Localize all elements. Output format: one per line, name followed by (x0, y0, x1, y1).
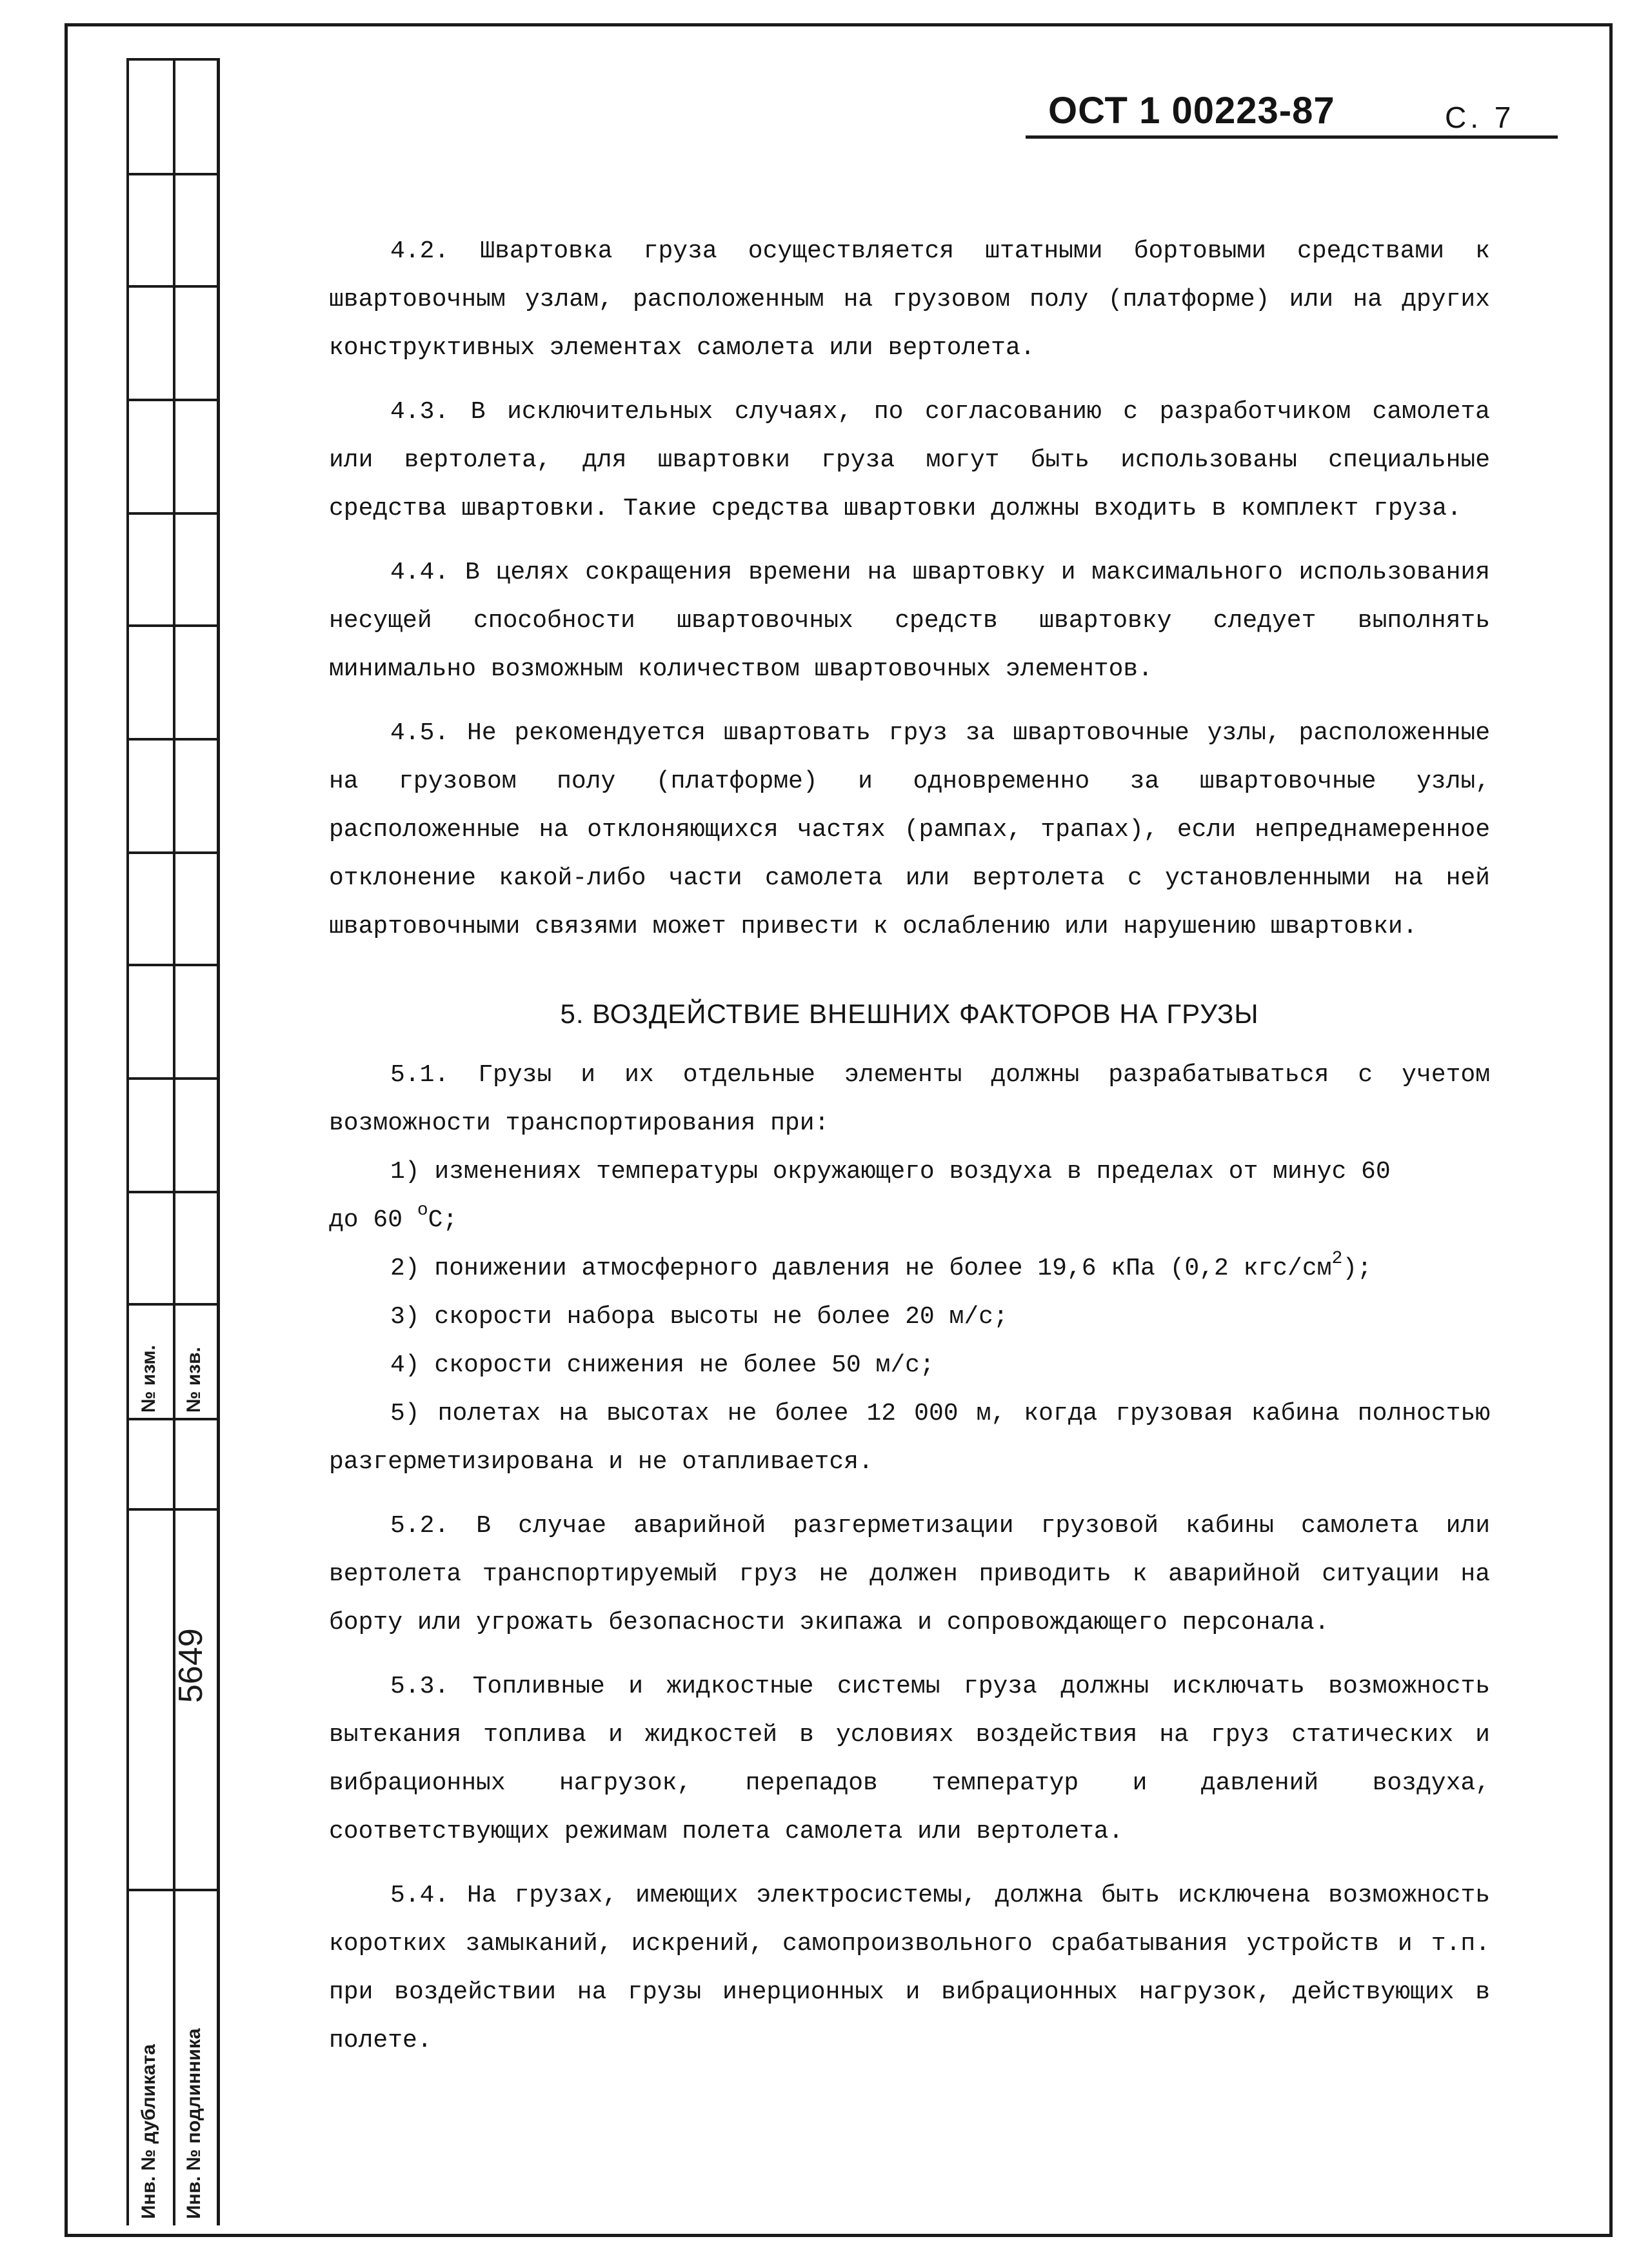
margin-cell-line (126, 399, 220, 401)
margin-cell-line (126, 1303, 220, 1306)
margin-rule (126, 58, 129, 2225)
section-5-title: 5. ВОЗДЕЙСТВИЕ ВНЕШНИХ ФАКТОРОВ НА ГРУЗЫ (560, 999, 1259, 1029)
paragraph-5-3: 5.3. Топливные и жидкостные системы груза должны исключать возможность вытекания топлива и жидкостей в условиях воздействия на груз статических и вибрационных нагрузок, перепадов температур и давлений воздуха, соответствующих режимам полета самолета или вертолета. (329, 1673, 1490, 1845)
list-item-4: 4) скорости снижения не более 50 м/с; (390, 1351, 935, 1379)
notice-number-label: № изв. (183, 1347, 204, 1413)
body-text (329, 227, 1490, 2065)
paragraph-4-4: 4.4. В целях сокращения времени на швартовку и максимального использования несущей способности швартовочных средств швартовку следует выполнять минимально возможным количеством швартовочных элементов. (329, 559, 1490, 683)
margin-cell-line (126, 58, 220, 61)
margin-cell-line (126, 738, 220, 741)
paragraph-5-1: 5.1. Грузы и их отдельные элементы должны разрабатываться с учетом возможности транспортирования при: (329, 1061, 1490, 1137)
paragraph-4-3: 4.3. В исключительных случаях, по согласованию с разработчиком самолета или вертолета, для швартовки груза могут быть использованы специальные средства швартовки. Такие средства швартовки должны входить в комплект груза. (329, 398, 1490, 522)
original-inventory-number: 5649 (172, 1628, 210, 1703)
margin-cell-line (126, 624, 220, 627)
list-item-1: 1) изменениях температуры окружающего воздуха в пределах от минус 60 (390, 1158, 1391, 1186)
paragraph-4-2: 4.2. Швартовка груза осуществляется штатными бортовыми средствами к швартовочным узлам, расположенным на грузовом полу (платформе) или на других конструктивных элементах самолета или вертолета. (329, 237, 1490, 362)
paragraph-5-4: 5.4. На грузах, имеющих электросистемы, должна быть исключена возможность коротких замыканий, искрений, самопроизвольного срабатывания устройств и т.п. при воздействии на грузы инерционных и вибрационных нагрузок, действующих в полете. (329, 1882, 1490, 2054)
header-rule (1026, 135, 1558, 139)
list-item-1-cont: до 60 $^о$С; (329, 1200, 458, 1234)
margin-cell-line (126, 1508, 220, 1511)
change-number-label: № изм. (138, 1345, 159, 1413)
list-item-3: 3) скорости набора высоты не более 20 м/с; (390, 1303, 1008, 1331)
margin-cell-line (126, 173, 220, 175)
margin-cell-line (126, 1077, 220, 1080)
document-code: ОСТ 1 00223-87 (1048, 90, 1335, 132)
margin-rule (217, 58, 220, 2225)
margin-cell-line (126, 964, 220, 966)
margin-cell-line (126, 1889, 220, 1891)
paragraph-5-2: 5.2. В случае аварийной разгерметизации грузовой кабины самолета или вертолета транспортируемый груз не должен приводить к аварийной ситуации на борту или угрожать безопасности экипажа и сопровождающего персонала. (329, 1512, 1490, 1636)
page-number: С. 7 (1445, 101, 1515, 134)
margin-cell-line (126, 512, 220, 515)
list-item-2: 2) понижении атмосферного давления не более 19,6 кПа (0,2 кгс/$см^2$); (390, 1249, 1372, 1282)
margin-cell-line (126, 285, 220, 288)
original-inventory-label: Инв. № подлинника (183, 2028, 204, 2219)
margin-rule (173, 58, 175, 2225)
margin-cell-line (126, 851, 220, 854)
margin-cell-line (126, 1418, 220, 1420)
paragraph-4-5: 4.5. Не рекомендуется швартовать груз за швартовочные узлы, расположенные на грузовом полу (платформе) и одновременно за швартовочные узлы, расположенные на отклоняющихся частях (рампах, трапах), если непреднамеренное отклонение какой-либо части самолета или вертолета с установленными на ней швартовочными связями может привести к ослаблению или нарушению швартовки. (329, 719, 1490, 940)
margin-cell-line (126, 1191, 220, 1193)
duplicate-inventory-label: Инв. № дубликата (138, 2044, 159, 2219)
list-item-5: 5) полетах на высотах не более 12 000 м, когда грузовая кабина полностью разгерметизирована и не отапливается. (329, 1400, 1490, 1476)
